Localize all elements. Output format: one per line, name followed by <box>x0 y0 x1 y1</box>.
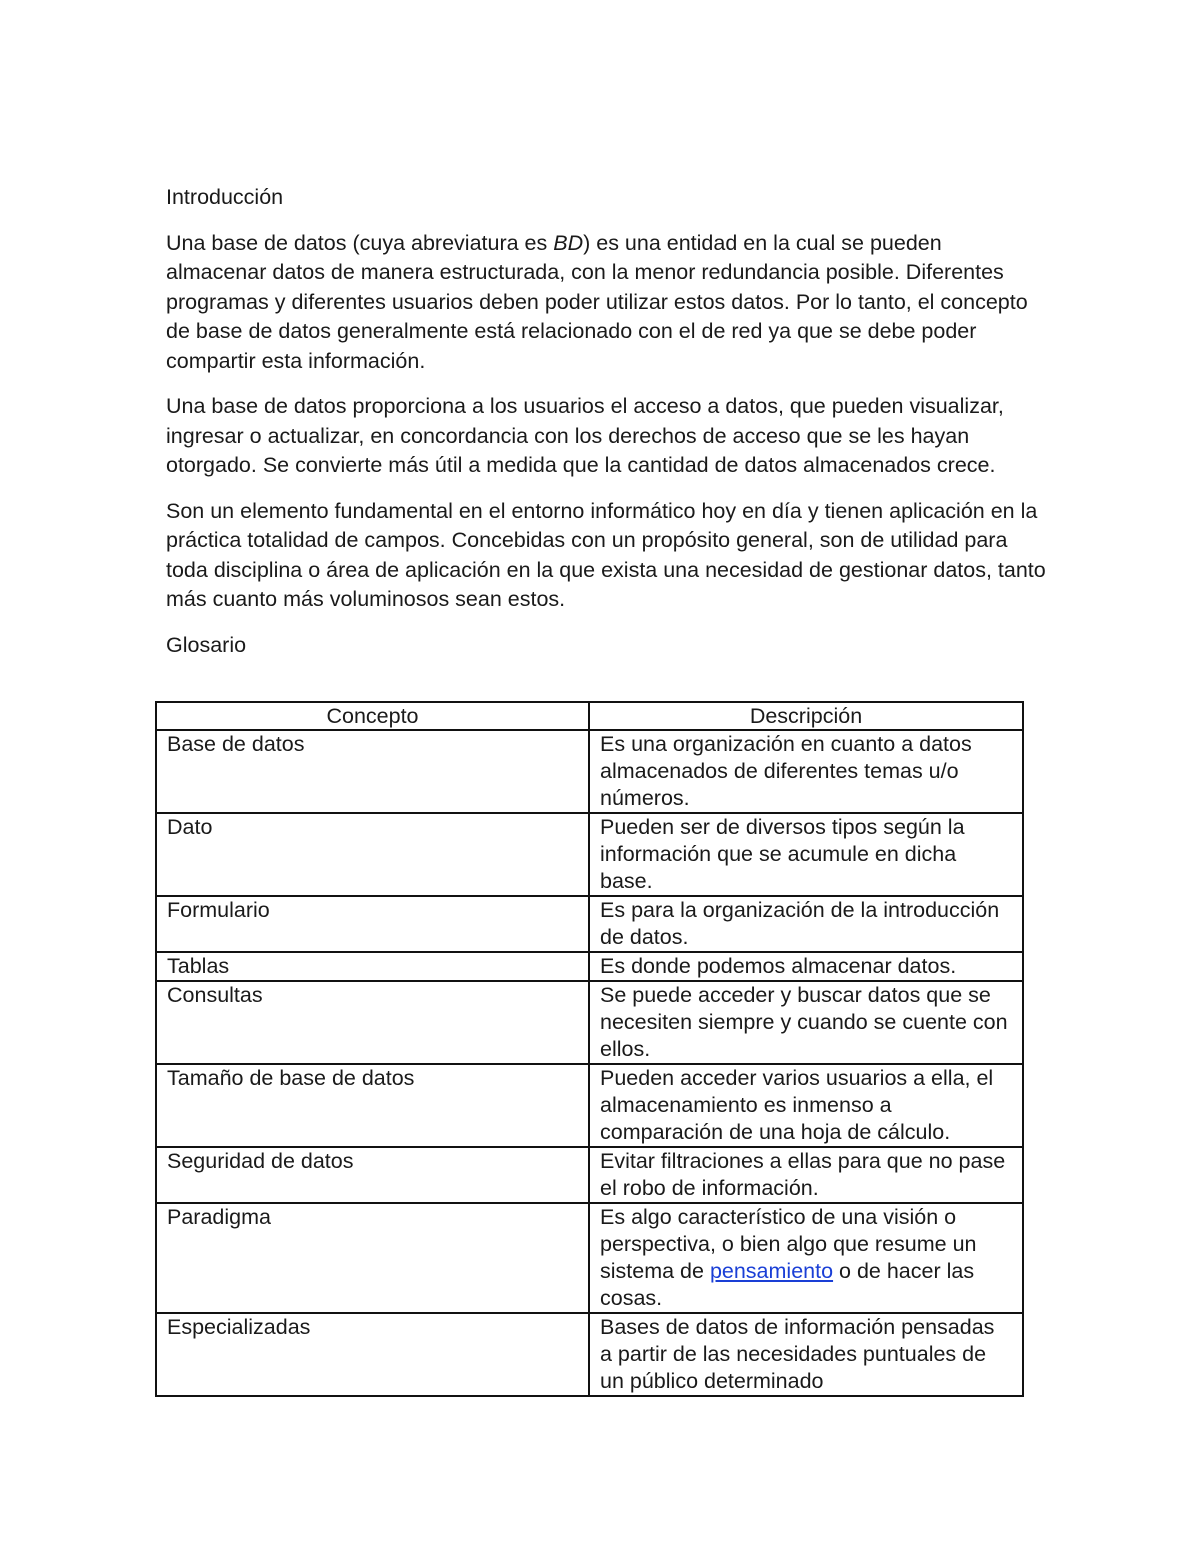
description-cell: Es para la organización de la introducción de datos. <box>589 896 1023 952</box>
concept-cell: Paradigma <box>156 1203 589 1313</box>
description-cell: Se puede acceder y buscar datos que se necesiten siempre y cuando se cuente con ellos. <box>589 981 1023 1064</box>
table-row <box>156 1313 1023 1396</box>
table-row <box>156 813 1023 896</box>
table-header-row <box>156 702 1023 730</box>
concept-cell: Consultas <box>156 981 589 1064</box>
document-body <box>166 183 1046 660</box>
description-cell: Bases de datos de información pensadas a partir de las necesidades puntuales de un público determinado <box>589 1313 1023 1396</box>
glossary-heading: Glosario <box>166 632 247 657</box>
table-row <box>156 730 1023 813</box>
table-row <box>156 1064 1023 1147</box>
table-row <box>156 1147 1023 1203</box>
table-row <box>156 1203 1023 1313</box>
concept-cell: Dato <box>156 813 589 896</box>
header-description: Descripción <box>589 702 1023 730</box>
intro-paragraph-3: Son un elemento fundamental en el entorno informático hoy en día y tienen aplicación en la práctica totalidad de campos. Concebidas con un propósito general, son de utilidad para toda disciplina o área de aplicación en la que exista una necesidad de gestionar datos, tanto más cuanto más voluminosos sean estos. <box>166 498 1046 611</box>
description-cell: Es donde podemos almacenar datos. <box>589 952 1023 981</box>
concept-cell: Tablas <box>156 952 589 981</box>
description-cell: Es una organización en cuanto a datos almacenados de diferentes temas u/o números. <box>589 730 1023 813</box>
description-cell: Pueden acceder varios usuarios a ella, el almacenamiento es inmenso a comparación de una hoja de cálculo. <box>589 1064 1023 1147</box>
pensamiento-link[interactable]: pensamiento <box>709 1259 834 1283</box>
concept-cell: Especializadas <box>156 1313 589 1396</box>
description-text-start: Es algo característico de una visión o perspectiva, o bien algo que resume un sistema de <box>600 1205 977 1283</box>
glossary-table-container <box>155 701 1022 1397</box>
glossary-table <box>155 701 1024 1397</box>
abbreviation-bd: BD <box>553 230 584 255</box>
description-cell: Pueden ser de diversos tipos según la información que se acumule en dicha base. <box>589 813 1023 896</box>
concept-cell: Tamaño de base de datos <box>156 1064 589 1147</box>
concept-cell: Formulario <box>156 896 589 952</box>
concept-cell: Base de datos <box>156 730 589 813</box>
table-row <box>156 952 1023 981</box>
concept-cell: Seguridad de datos <box>156 1147 589 1203</box>
header-concept: Concepto <box>156 702 589 730</box>
description-text-end: o de hacer las cosas. <box>600 1259 975 1310</box>
table-row <box>156 896 1023 952</box>
paragraph-1-end: ) es una entidad en la cual se pueden almacenar datos de manera estructurada, con la menor redundancia posible. Diferentes programas y diferentes usuarios deben poder utilizar estos datos. Por lo tanto, el concepto de base de datos generalmente está relacionado con el de red ya que se debe poder compartir esta información. <box>166 230 1028 373</box>
description-cell <box>589 1203 1023 1313</box>
description-cell: Evitar filtraciones a ellas para que no pase el robo de información. <box>589 1147 1023 1203</box>
intro-heading: Introducción <box>166 185 284 209</box>
paragraph-1-start: Una base de datos (cuya abreviatura es <box>166 230 554 255</box>
table-row <box>156 981 1023 1064</box>
intro-paragraph-1 <box>166 229 1046 377</box>
intro-paragraph-2: Una base de datos proporciona a los usuarios el acceso a datos, que pueden visualizar, ingresar o actualizar, en concordancia con los derechos de acceso que se les hayan otorgado. Se convierte más útil a medida que la cantidad de datos almacenados crece. <box>166 394 1004 477</box>
